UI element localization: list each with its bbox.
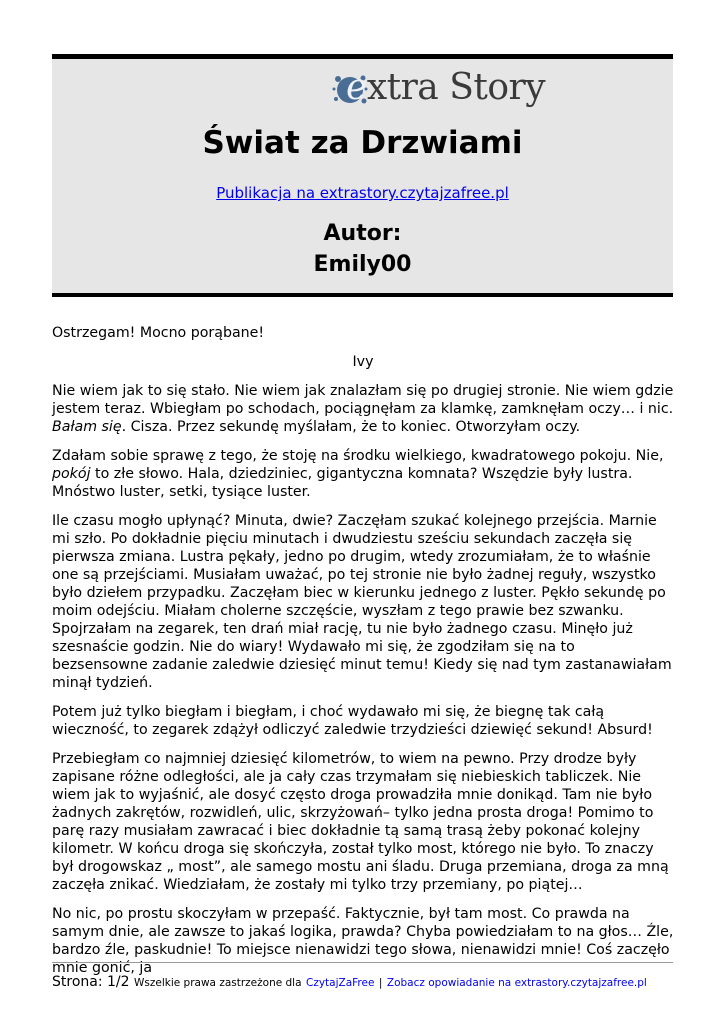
footer-separator: | <box>378 977 383 989</box>
paragraph: Zdałam sobie sprawę z tego, że stoję na środku wielkiego, kwadratowego pokoju. Nie, pokój to złe słowo. Hala, dziedziniec, gigantyczna komnata? Wszędzie były lustra. Mnóstwo luster, setki, tysiące luster. <box>52 448 664 500</box>
paragraph: No nic, po prostu skoczyłam w przepaść. Faktycznie, był tam most. Co prawda na samym dnie, ale zawsze to jakaś logika, prawda? Chyba powiedziałam to na głos… Źle, bardzo źle, paskudnie! To miejsce nienawidzi tego słowa, nienawidzi mnie! Coś zaczęło mnie gonić, ja <box>52 906 674 976</box>
see-story-link[interactable]: Zobacz opowiadanie na extrastory.czytajzafree.pl <box>386 977 647 989</box>
author-name: Emily00 <box>313 252 412 277</box>
author-label: Autor: <box>323 221 402 246</box>
chapter-heading: Ivy <box>352 354 374 370</box>
paragraph: Potem już tylko biegłam i biegłam, i choć wydawało mi się, że biegnę tak całą wieczność, to zegarek zdążył odliczyć zaledwie trzydzieści dziewięć sekund! Absurd! <box>52 704 653 738</box>
logo-wordmark: extra Story <box>346 67 546 108</box>
publication-link[interactable]: Publikacja na extrastory.czytajzafree.pl <box>216 184 509 202</box>
page-title: Świat za Drzwiami <box>202 125 523 161</box>
site-link[interactable]: CzytajZaFree <box>306 977 375 989</box>
rights-text: Wszelkie prawa zastrzeżone dla <box>134 977 302 989</box>
warning-paragraph: Ostrzegam! Mocno porąbane! <box>52 325 265 341</box>
footer-divider <box>52 962 673 963</box>
page-footer <box>52 974 692 990</box>
paragraph: Nie wiem jak to się stało. Nie wiem jak znalazłam się po drugiej stronie. Nie wiem gdzie jestem teraz. Wbiegłam po schodach, pociągnęłam za klamkę, zamknęłam oczy… i nic. Bałam się. Cisza. Przez sekundę myślałam, że to koniec. Otworzyłam oczy. <box>52 383 674 435</box>
page-number: Strona: 1/2 <box>52 974 130 990</box>
paragraph: Ile czasu mogło upłynąć? Minuta, dwie? Zaczęłam szukać kolejnego przejścia. Marnie mi szło. Po dokładnie pięciu minutach i dwudziestu sześciu sekundach zaczęła się pierwsza zmiana. Lustra pękały, jedno po drugim, wtedy zrozumiałam, że to właśnie one są przejściami. Musiałam uważać, po tej stronie nie było żadnej reguły, wszystko było dziełem przypadku. Zaczęłam biec w kierunku jednego z luster. Pękło sekundę po moim odejściu. Miałam cholerne szczęście, wyszłam z tego prawie bez szwanku. Spojrzałam na zegarek, ten drań miał rację, tu nie było żadnego czasu. Minęło już szesnaście godzin. Nie do wiary! Wydawało mi się, że zgodziłam się na to bezsensowne zadanie zaledwie dziesięć minut temu! Kiedy się nad tym zastanawiałam minął tydzień. <box>52 513 672 691</box>
paragraph: Przebiegłam co najmniej dziesięć kilometrów, to wiem na pewno. Przy drodze były zapisane różne odległości, ale ja cały czas trzymałam się niebieskich tabliczek. Nie wiem jak to wyjaśnić, ale dosyć często droga prowadziła mnie donikąd. Tam nie było żadnych zakrętów, rozwidleń, ulic, skrzyżowań– tylko jedna prosta droga! Pomimo to parę razy musiałam zawracać i biec dokładnie tą samą trasą żeby pokonać kolejny kilometr. W końcu droga się skończyła, został tylko most, którego nie było. To znaczy był drogowskaz „ most”, ale samego mostu ani śladu. Druga przemiana, droga za mną zaczęła znikać. Wiedziałam, że zostały mi tylko trzy przemiany, po piątej… <box>52 751 669 893</box>
story-text <box>52 324 674 988</box>
